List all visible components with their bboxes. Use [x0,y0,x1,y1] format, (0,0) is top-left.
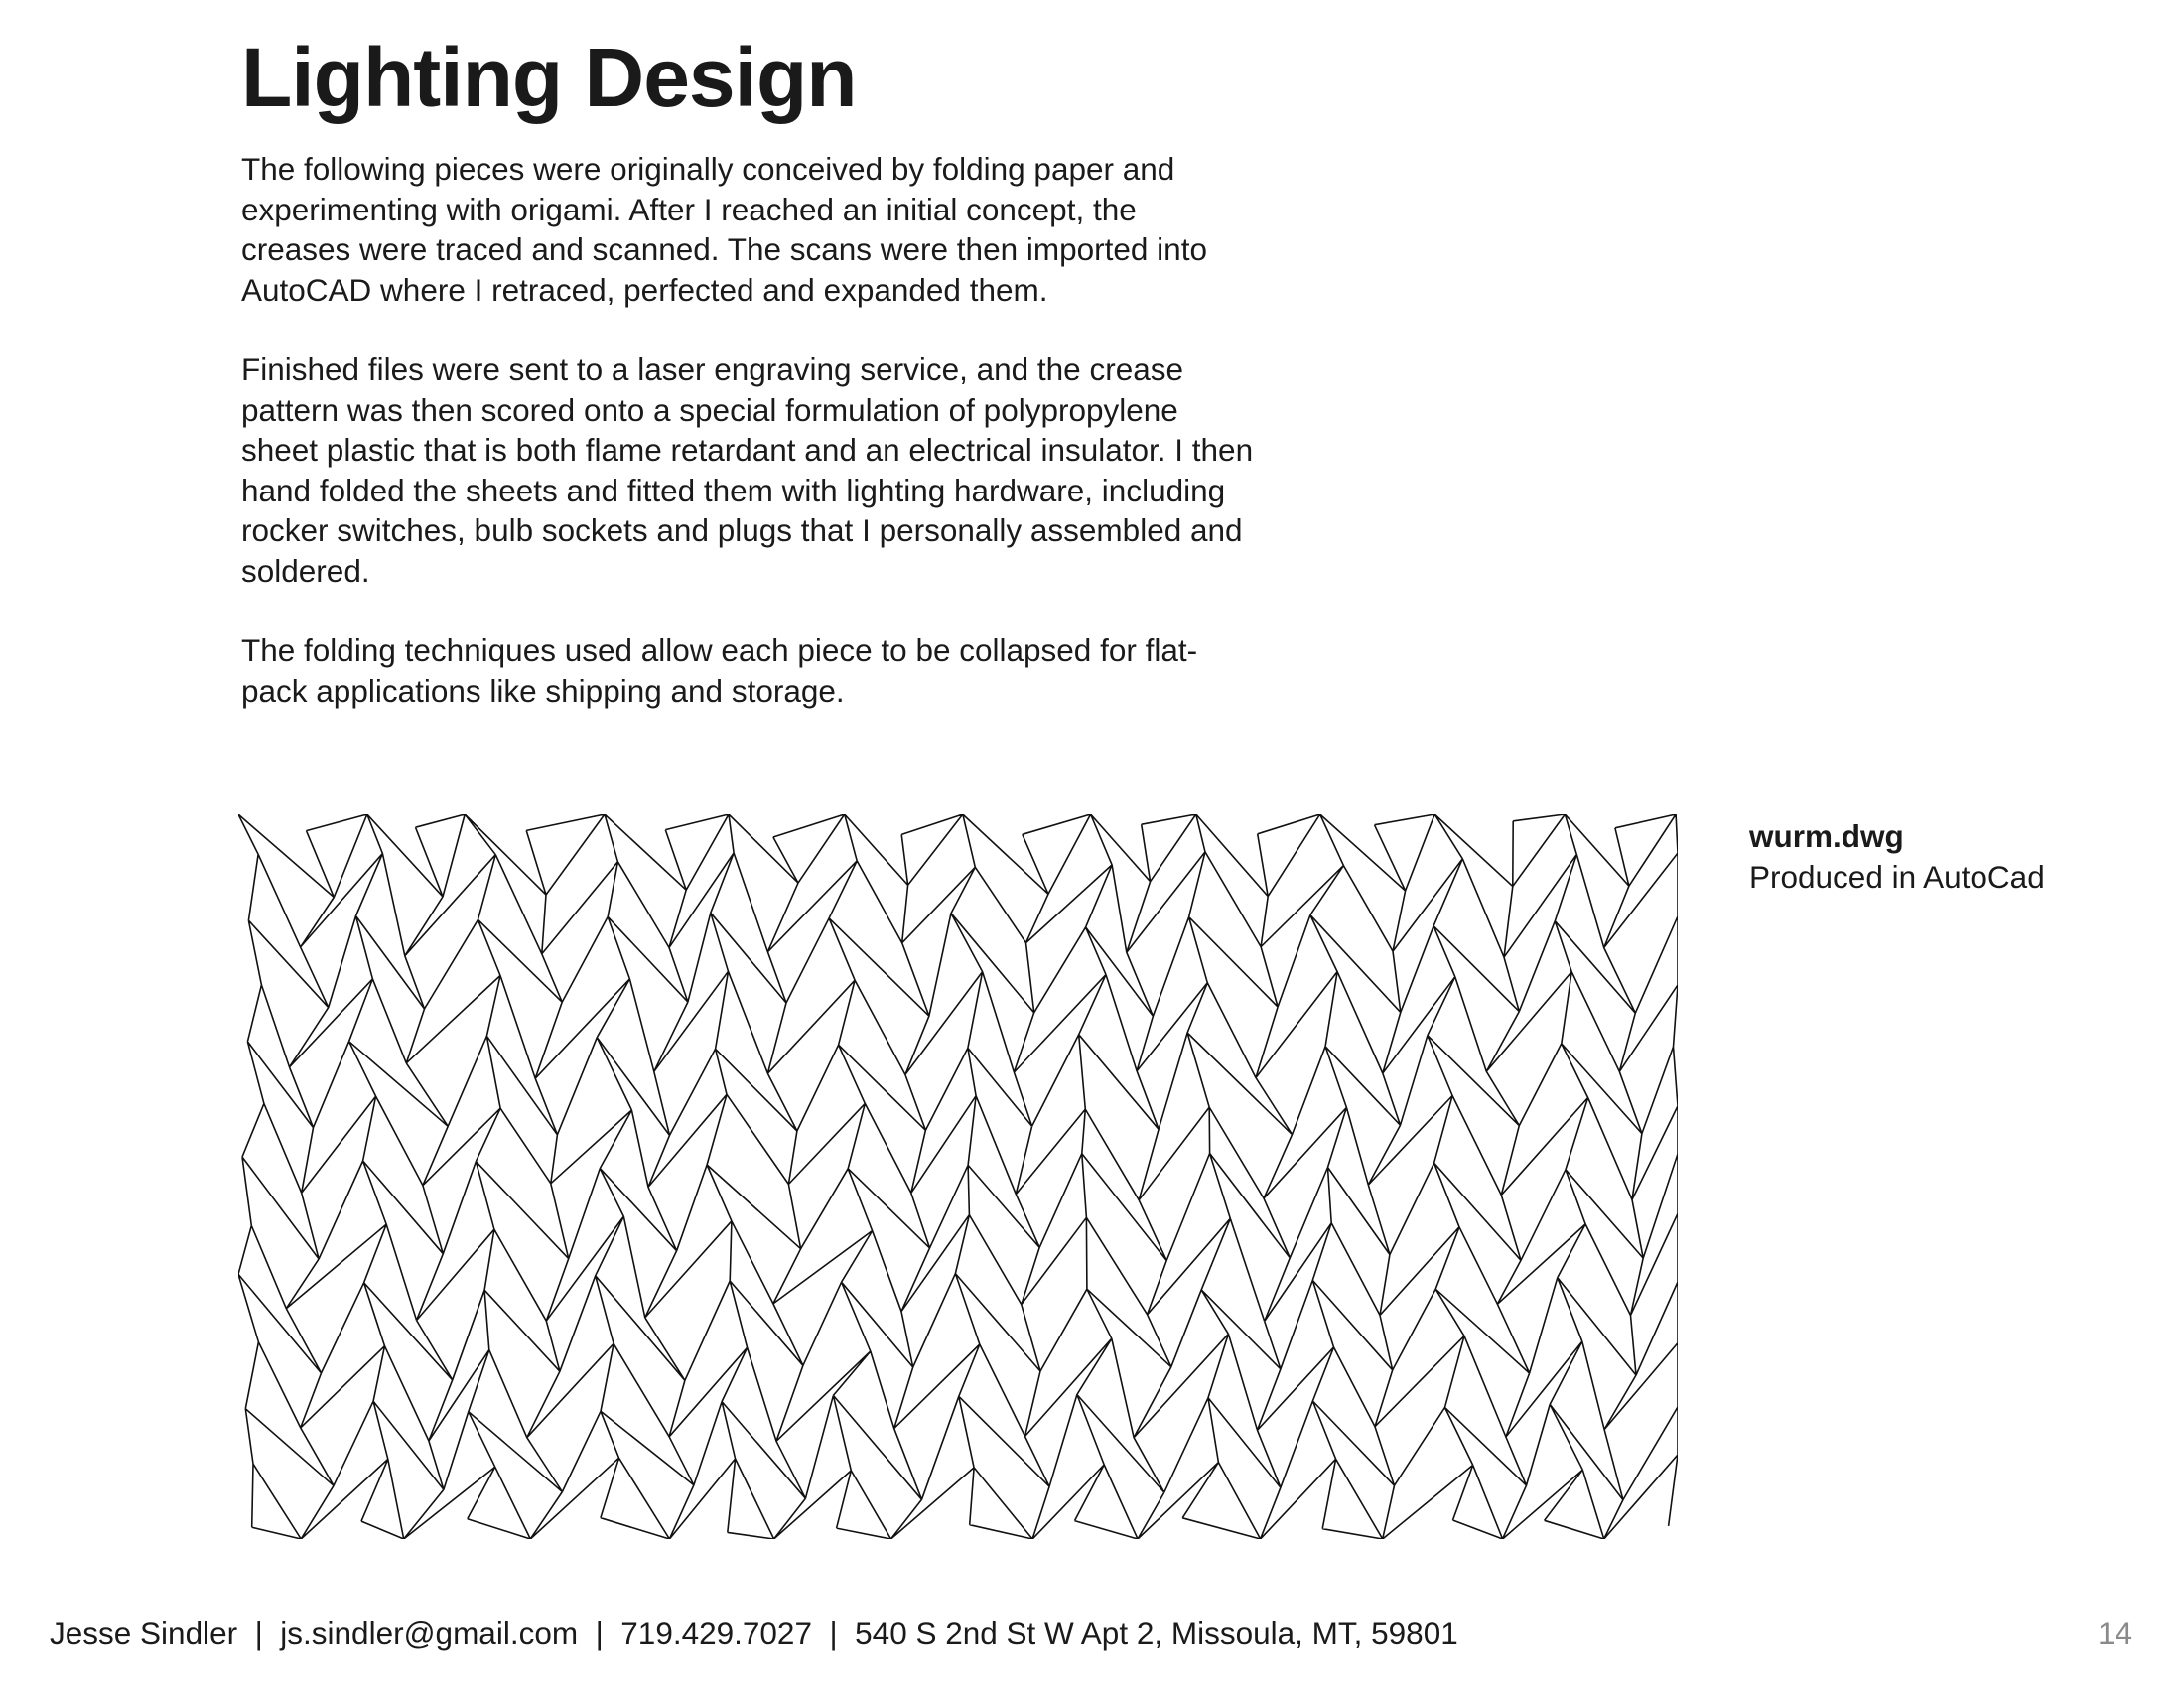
paragraph-1: The following pieces were originally conceived by folding paper and experimenting with origami. After I reached an initial concept, the creases were traced and scanned. The scans were then imported into AutoCAD where I retraced, perfected and expanded them. [241,151,1207,308]
figure-description: Produced in AutoCad [1749,859,2045,895]
paragraph-3: The folding techniques used allow each piece to be collapsed for flat-pack applications like shipping and storage. [241,633,1198,709]
body-text [241,149,1254,751]
figure-caption [1749,816,2045,898]
footer-contact: Jesse Sindler | js.sindler@gmail.com | 719.429.7027 | 540 S 2nd St W Apt 2, Missoula, MT, 59801 [50,1616,1458,1651]
figure-file-name: wurm.dwg [1749,818,1904,854]
page-title: Lighting Design [241,31,857,124]
crease-pattern-drawing [238,814,1678,1539]
paragraph-2: Finished files were sent to a laser engraving service, and the crease pattern was then scored onto a special formulation of polypropylene sheet plastic that is both flame retardant and an electrical insulator. I then hand folded the sheets and fitted them with lighting hardware, including rocker switches, bulb sockets and plugs that I personally assembled and soldered. [241,352,1254,589]
crease-lines [238,814,1678,1539]
page-number: 14 [2097,1616,2132,1651]
